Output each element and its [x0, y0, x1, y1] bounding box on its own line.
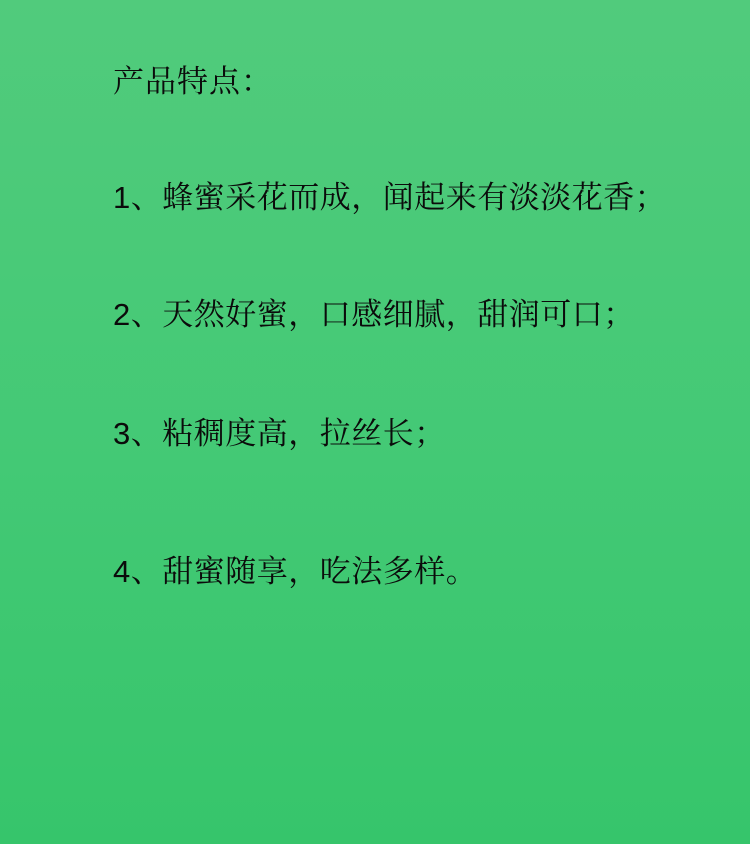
feature-item-1: 1、蜂蜜采花而成，闻起来有淡淡花香；: [113, 180, 667, 215]
feature-item-3: 3、粘稠度高，拉丝长；: [113, 416, 446, 451]
feature-item-2: 2、天然好蜜，口感细腻，甜润可口；: [113, 297, 635, 332]
feature-item-4: 4、甜蜜随享，吃法多样。: [113, 554, 478, 589]
section-title: 产品特点：: [113, 64, 273, 99]
